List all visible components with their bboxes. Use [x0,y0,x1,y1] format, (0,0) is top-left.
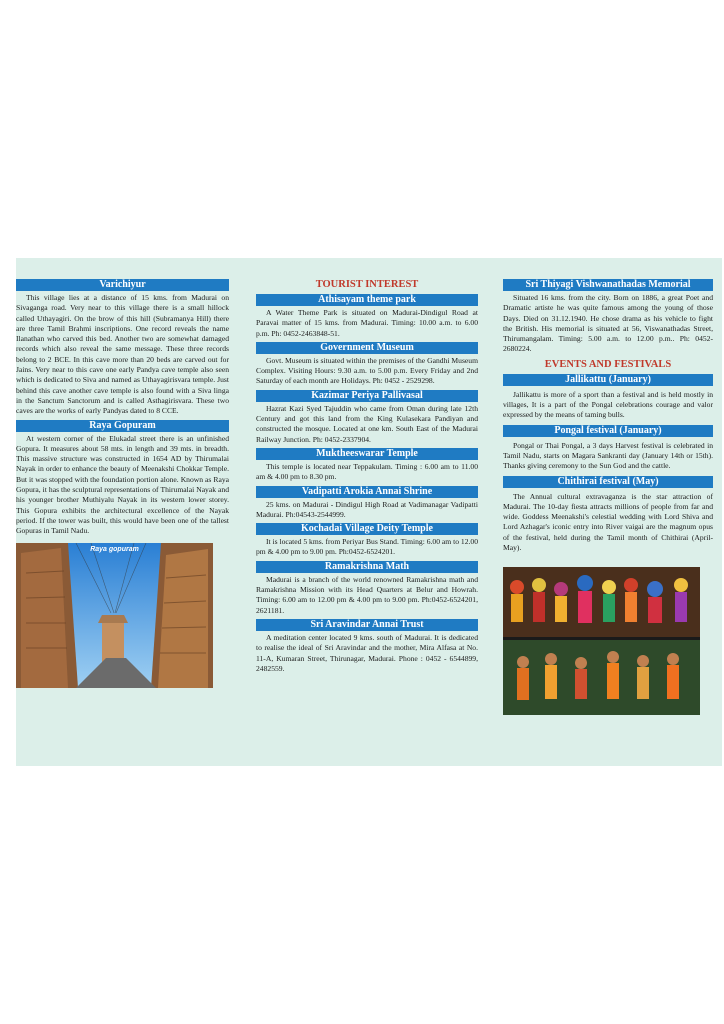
raya-gopuram-text: At western corner of the Elukadal street there is an unfinished Gopura. It measures about 58 mts. in length and 39 mts. in breadth. This massive structure was constructed in 1654 AD by Thirumalai Nayak in order to enhance the beauty of Meenakshi Chokkar Temple. But it was stopped with the foundation portion alone. Known as Raya Gopura, it has the sculptural representations of Thirumalai Nayak and his younger brother Muthiyalu Nayak in its western lower storey. This Gopura exhibits the architectural excellence of the Nayak period. If the tower was built, this would have been one of the tallest Gopuras in Tamil Nadu. [16,433,229,536]
vadipatti-text: 25 kms. on Madurai - Dindigul High Road at Vadimanagar Vadipatti Madurai. Ph:04543-2544999. [256,499,478,519]
brochure-panel [16,258,722,766]
government-museum-text: Govt. Museum is situated within the premises of the Gandhi Museum Complex. Visiting Hours: 9.30 a.m. to 5.00 p.m. Every Friday and 2nd Saturday of each month are Holidays. Ph: 0452 - 2529298. [256,355,478,386]
section-title-chithirai: Chithirai festival (May) [503,476,713,488]
section-title-raya-gopuram: Raya Gopuram [16,420,229,432]
festival-image [503,567,700,715]
section-title-pongal: Pongal festival (January) [503,425,713,437]
raya-gopuram-photo [16,543,213,688]
section-title-varichiyur: Varichiyur [16,279,229,291]
festival-photo [503,567,700,715]
kochadai-text: It is located 5 kms. from Periyar Bus Stand. Timing: 6.00 am to 12.00 pm & 4.00 pm to 9.00 pm. Ph:0452-6524201. [256,537,478,557]
section-title-vadipatti: Vadipatti Arokia Annai Shrine [256,486,478,498]
section-title-memorial: Sri Thiyagi Vishwanathadas Memorial [503,279,713,291]
muktheeswarar-text: This temple is located near Teppakulam. Timing : 6.00 am to 11.00 am & 4.00 pm to 8.30 pm. [256,461,478,482]
events-festivals-heading: EVENTS AND FESTIVALS [544,358,672,370]
varichiyur-text: This village lies at a distance of 15 kms. from Madurai on Sivaganga road. Very near to this village there is a small hillock called Uthayagiri. On the brow of this hill (Subramanya Hill) there are three Tamil Brahmi inscriptions. One record reveals the name Ilanathan who carved this bed. Another two are somewhat damaged records which also reveal the same message. These three records belong to 2 BCE. In this cave more than 20 beds are carved out for Jains. Very near to this cave one early Pandya cave temple also seen which is dedicated to Siva and named as Uthayagirisvara temple. Just behind this cave another cave temple is also found with a Siva linga in the Sanctum Sanctorum and is called Asthagirisvara. These two caves are the works of early Pandyas dated to 8 CCE. [16,293,229,416]
jallikattu-text: Jallikattu is more of a sport than a festival and is held mostly in villages, It is a part of the Pongal celebrations courage and valor expressed by the means of taming bulls. [503,389,713,420]
pongal-text: Pongal or Thai Pongal, a 3 days Harvest festival is celebrated in Tamil Nadu, starts on Magara Sankranti day (January 14th or 15th). Thanks giving ceremony to the Sun God and the cattle. [503,440,713,471]
section-title-muktheeswarar: Muktheeswarar Temple [256,448,478,460]
memorial-text: Situated 16 kms. from the city. Born on 1886, a great Poet and Dramatic artiste he was quite famous among the young of those Days. Died on 31.12.1940. He chose drama as his vehicle to fight the British. His memorial is situated at 56, Viswanathadas Street, Thirumangalam. Timing: 5.00 a.m. to 12.00 p.m.. Ph: 0452-2680224. [503,293,713,354]
aravindar-text: A meditation center located 9 kms. south of Madurai. It is dedicated to realise the ideal of Sri Aravindar and the mother, Mira Alfasa at No. 11-A, Kumaran Street, Thirunagar, Madurai. Phone : 0452 - 6544899, 2482559. [256,632,478,673]
kazimar-text: Hazrat Kazi Syed Tajuddin who came from Oman during late 12th Century and got this land from the King Kulasekara Pandiyan and constructed the mosque. Located at one km. South East of the Madurai Railway Junction. Ph: 0452-2337904. [256,403,478,444]
raya-gopuram-caption: Raya gopuram [90,545,139,553]
section-title-aravindar: Sri Aravindar Annai Trust [256,619,478,631]
section-title-jallikattu: Jallikattu (January) [503,374,713,386]
raya-gopuram-image [16,543,213,688]
middle-column [256,279,478,674]
section-title-kochadai: Kochadai Village Deity Temple [256,523,478,535]
right-column [503,279,713,715]
section-title-ramakrishna: Ramakrishna Math [256,561,478,573]
left-column [16,279,229,688]
section-title-athisayam: Athisayam theme park [256,294,478,306]
tourist-interest-heading: TOURIST INTEREST [315,279,419,290]
section-title-government-museum: Government Museum [256,342,478,354]
chithirai-text: The Annual cultural extravaganza is the star attraction of Madurai. The 10-day fiesta attracts millions of people from far and wide. Goddess Meenakshi's celestial wedding with Lord Shiva and Lord Azhagar's iconic entry into River vaigai are the magnum opus of the festival, held during the Tamil month of Chithirai (April-May). [503,491,713,553]
section-title-kazimar: Kazimar Periya Pallivasal [256,390,478,402]
athisayam-text: A Water Theme Park is situated on Madurai-Dindigul Road at Paravai matter of 15 kms. from Madurai. Timing: 10.00 a.m. to 6.00 p.m. Ph: 0452-2463848-51. [256,308,478,338]
ramakrishna-text: Madurai is a branch of the world renowned Ramakrishna math and Ramakrishna Mission with its Head Quarters at Belur and Howrah. Timing: 6.00 am to 12.00 pm & 4.00 pm to 9.00 pm. Ph:0452-6524201, 2621181. [256,574,478,615]
